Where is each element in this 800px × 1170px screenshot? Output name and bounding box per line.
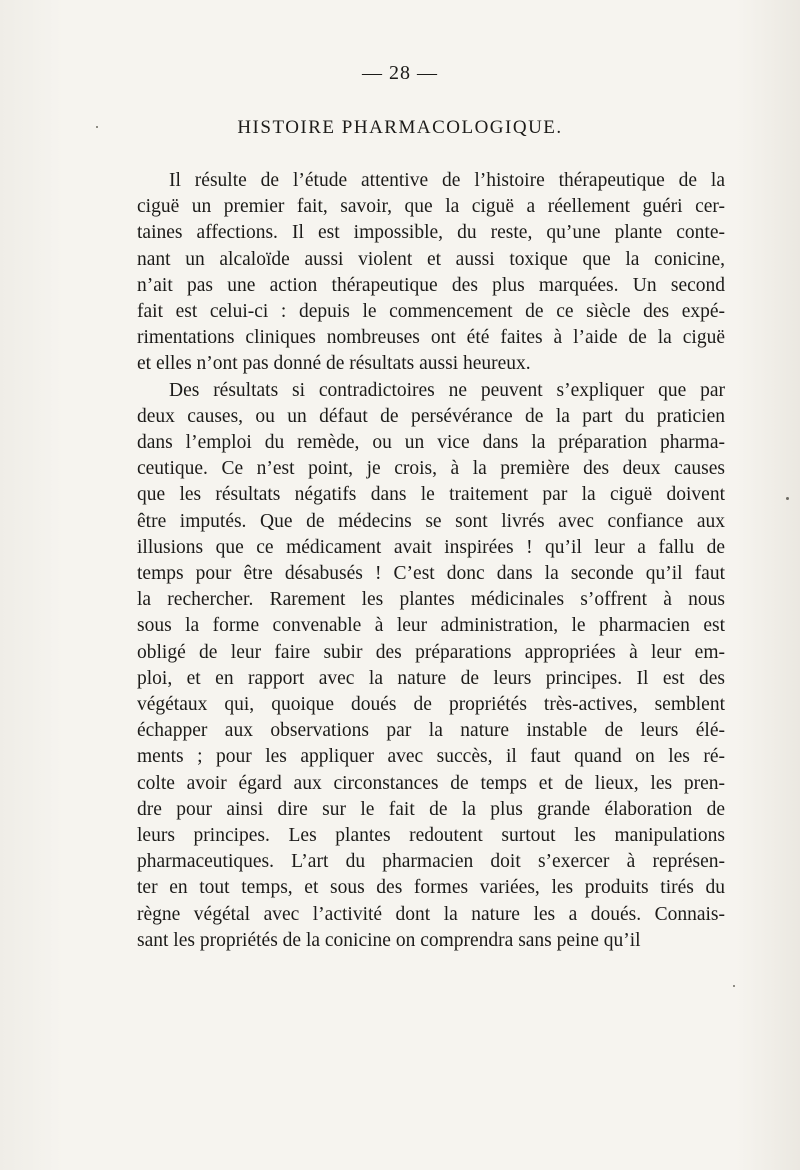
text-line: dre pour ainsi dire sur le fait de la plus grande élaboration de (137, 798, 725, 820)
text-line: que les résultats négatifs dans le traitement par la ciguë doivent (137, 484, 725, 506)
text-line: fait est celui-ci : depuis le commencement de ce siècle des expé- (137, 301, 725, 323)
text-line: taines affections. Il est impossible, du reste, qu’une plante conte- (137, 222, 725, 244)
text-line: ploi, et en rapport avec la nature de leurs principes. Il est des (137, 667, 725, 689)
paragraph-1 (137, 168, 725, 378)
text-line: ciguë un premier fait, savoir, que la ciguë a réellement guéri cer- (137, 196, 725, 218)
text-line: ments ; pour les appliquer avec succès, il faut quand on les ré- (137, 746, 725, 768)
body-text (137, 168, 725, 954)
text-line: sant les propriétés de la conicine on comprendra sans peine qu’il (137, 929, 641, 951)
text-line: pharmaceutiques. L’art du pharmacien doit s’exercer à représen- (137, 851, 725, 873)
text-line: ceutique. Ce n’est point, je crois, à la première des deux causes (137, 458, 725, 480)
text-line: leurs principes. Les plantes redoutent surtout les manipulations (137, 825, 725, 847)
text-line: deux causes, ou un défaut de persévérance de la part du praticien (137, 405, 725, 427)
text-line: n’ait pas une action thérapeutique des plus marquées. Un second (137, 274, 725, 296)
section-title: HISTOIRE PHARMACOLOGIQUE. (237, 117, 563, 138)
paper-speck (733, 985, 735, 987)
text-line: colte avoir égard aux circonstances de temps et de lieux, les pren- (137, 772, 725, 794)
text-line: être imputés. Que de médecins se sont livrés avec confiance aux (137, 510, 725, 532)
text-line: règne végétal avec l’activité dont la nature les a doués. Connais- (137, 903, 725, 925)
text-line: nant un alcaloïde aussi violent et aussi toxique que la conicine, (137, 248, 725, 270)
text-line: rimentations cliniques nombreuses ont été faites à l’aide de la ciguë (137, 327, 725, 349)
text-line: échapper aux observations par la nature instable de leurs élé- (137, 720, 725, 742)
text-line: illusions que ce médicament avait inspirées ! qu’il leur a fallu de (137, 536, 725, 558)
text-line: Des résultats si contradictoires ne peuvent s’expliquer que par (169, 379, 725, 401)
text-line: dans l’emploi du remède, ou un vice dans la préparation pharma- (137, 432, 725, 454)
text-line: la rechercher. Rarement les plantes médicinales s’offrent à nous (137, 589, 725, 611)
text-line: ter en tout temps, et sous des formes variées, les produits tirés du (137, 877, 725, 899)
page-number: — 28 — (362, 62, 438, 84)
text-line: temps pour être désabusés ! C’est donc dans la seconde qu’il faut (137, 563, 725, 585)
text-line: végétaux qui, quoique doués de propriétés très-actives, semblent (137, 694, 725, 716)
text-line: Il résulte de l’étude attentive de l’histoire thérapeutique de la (169, 170, 725, 191)
text-line: obligé de leur faire subir des préparations appropriées à leur em- (137, 641, 725, 663)
text-line: et elles n’ont pas donné de résultats aussi heureux. (137, 353, 531, 375)
paragraph-2 (137, 378, 725, 954)
text-line: sous la forme convenable à leur administration, le pharmacien est (137, 615, 725, 637)
paper-speck (786, 497, 789, 500)
paper-speck (96, 126, 98, 128)
